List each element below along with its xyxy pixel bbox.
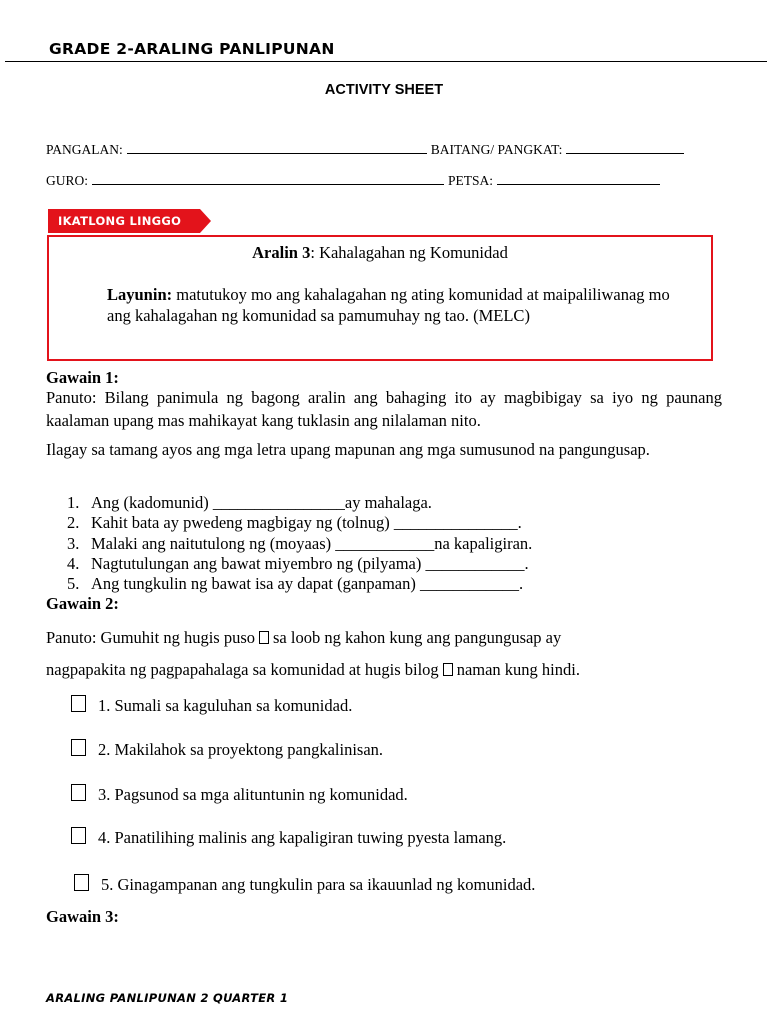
teacher-field[interactable] — [92, 172, 444, 185]
page-footer: ARALING PANLIPUNAN 2 QUARTER 1 — [46, 991, 289, 1005]
grade-field[interactable] — [566, 141, 684, 154]
answer-box[interactable] — [71, 784, 86, 801]
activity-1-heading: Gawain 1: — [46, 368, 119, 387]
name-field[interactable] — [127, 141, 427, 154]
checklist-item: 2. Makilahok sa proyektong pangkalinisan. — [71, 739, 383, 760]
activity-1-instructions: Panuto: Bilang panimula ng bagong aralin ang bahaging ito ay magbibigay sa iyo ng paunang kaalaman upang mas mahikayat kang tuklasin ang nilalaman nito. — [46, 388, 722, 430]
activity-3-heading: Gawain 3: — [46, 907, 119, 926]
objective-text: matutukoy mo ang kahalagahan ng ating komunidad at maipaliliwanag mo ang kahalagahan ng komunidad sa pamumuhay ng tao. (MELC) — [107, 285, 670, 325]
list-item: 2. Kahit bata ay pwedeng magbigay ng (tolnug) _______________. — [67, 513, 522, 533]
list-item: 1. Ang (kadomunid) ________________ay mahalaga. — [67, 493, 432, 512]
list-item: 5. Ang tungkulin ng bawat isa ay dapat (ganpaman) ____________. — [67, 574, 524, 594]
date-field[interactable] — [497, 172, 660, 185]
objective-label: Layunin: — [107, 285, 173, 304]
circle-placeholder-box-icon — [443, 663, 453, 676]
checklist-item: 5. Ginagampanan ang tungkulin para sa ikauunlad ng komunidad. — [74, 874, 535, 895]
activity-2-instructions-line-1: Panuto: Gumuhit ng hugis puso sa loob ng kahon kung ang pangungusap ay — [46, 628, 562, 647]
list-item: 4. Nagtutulungan ang bawat miyembro ng (pilyama) ____________. — [67, 553, 529, 573]
week-tag-label: IKATLONG LINGGO — [58, 214, 182, 228]
teacher-date-row — [46, 172, 664, 189]
fill-in-list — [67, 493, 532, 594]
lesson-objective — [107, 285, 687, 326]
name-grade-row — [46, 141, 688, 158]
answer-box[interactable] — [71, 695, 86, 712]
activity-1-prompt: Ilagay sa tamang ayos ang mga letra upang mapunan ang mga sumusunod na pangungusap. — [46, 440, 650, 459]
teacher-label: GURO: — [46, 173, 89, 188]
name-label: PANGALAN: — [46, 142, 123, 157]
page-header-title: GRADE 2-ARALING PANLIPUNAN — [49, 40, 335, 58]
answer-box[interactable] — [71, 827, 86, 844]
date-label: PETSA: — [448, 173, 494, 188]
grade-label: BAITANG/ PANGKAT: — [430, 142, 563, 157]
lesson-topic: : Kahalagahan ng Komunidad — [310, 243, 508, 262]
activity-2-heading: Gawain 2: — [46, 594, 119, 613]
answer-box[interactable] — [74, 874, 89, 891]
heart-placeholder-box-icon — [259, 631, 269, 644]
sheet-title: ACTIVITY SHEET — [324, 82, 444, 98]
header-divider — [5, 61, 767, 62]
checklist-item: 1. Sumali sa kaguluhan sa komunidad. — [71, 695, 352, 716]
checklist-item: 3. Pagsunod sa mga alituntunin ng komunidad. — [71, 784, 408, 805]
checklist-item: 4. Panatilihing malinis ang kapaligiran tuwing pyesta lamang. — [71, 827, 506, 848]
lesson-number: Aralin 3 — [252, 243, 311, 262]
activity-2-instructions-line-2: nagpapakita ng pagpapahalaga sa komunidad at hugis bilog naman kung hindi. — [46, 660, 580, 679]
lesson-title — [47, 243, 713, 263]
list-item: 3. Malaki ang naitutulong ng (moyaas) ____________na kapaligiran. — [67, 533, 533, 553]
answer-box[interactable] — [71, 739, 86, 756]
